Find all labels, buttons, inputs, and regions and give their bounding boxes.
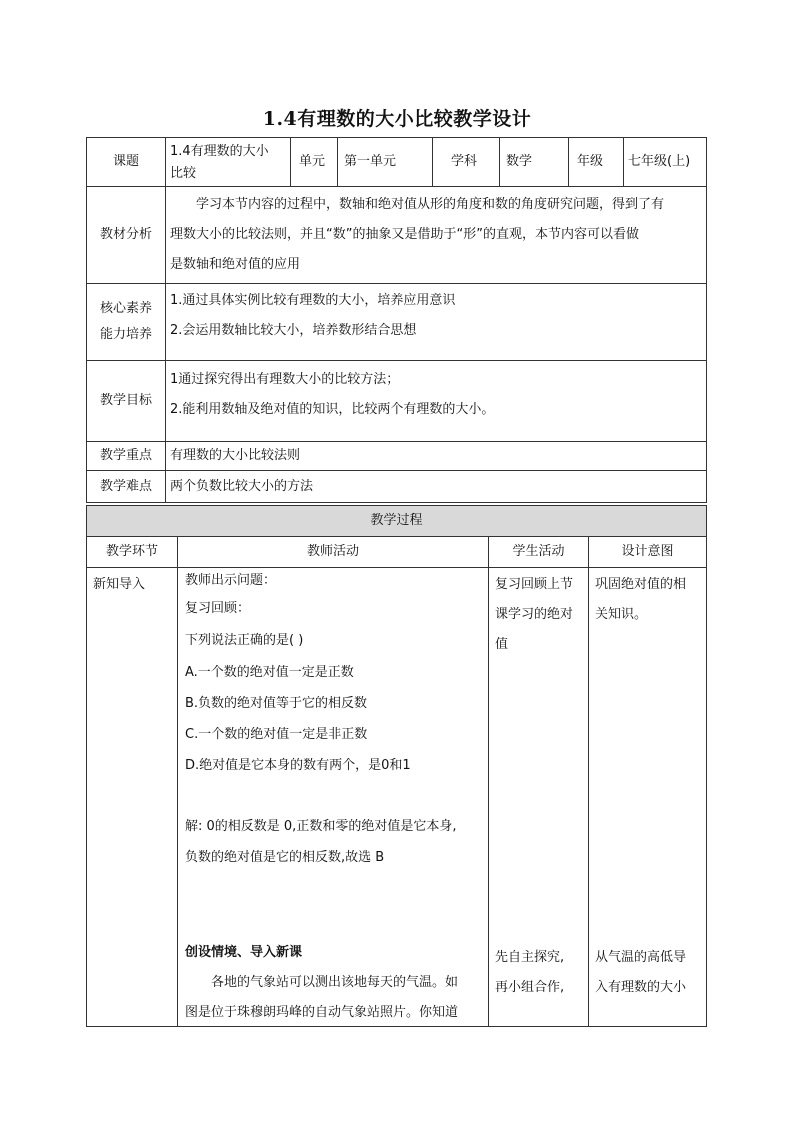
label-nandian: 教学难点 [86, 470, 166, 503]
col-header-stage: 教学环节 [86, 536, 178, 568]
label-hexin: 核心素养 能力培养 [86, 283, 166, 361]
student-text-1: 复习回顾上节 课学习的绝对 值 [495, 577, 574, 652]
jiaocai-content: 学习本节内容的过程中，数轴和绝对值从形的角度和数的角度研究问题，得到了有 理数大小的比较法则，并且“数”的抽象又是借助于“形”的直观，本节内容可以看做 是数轴和绝对值的应用 [165, 186, 707, 284]
danyuan-value: 第一单元 [337, 137, 433, 187]
teacher-heading: 创设情境、导入新课 [185, 945, 303, 960]
stage-cell: 新知导入 [86, 567, 178, 1027]
label-mubiao: 教学目标 [86, 360, 166, 442]
nianji-value: 七年级(上) [623, 137, 707, 187]
col-header-teacher: 教师活动 [177, 536, 489, 568]
teacher-text: 教师出示问题： 复习回顾： 下列说法正确的是( ) A.一个数的绝对值一定是正数 B.负数的绝对值等于它的相反数 C.一个数的绝对值一定是非正数 D.绝对值是它本身的数有两个，是0和1 解: 0的相反数是 0,正数和零的绝对值是它本身, 负数的绝对值是它的相反数,故选 B [185, 573, 457, 865]
label-zhongdian: 教学重点 [86, 441, 166, 471]
document-title: 1.4有理数的大小比较教学设计 [262, 108, 532, 130]
intent-text-2: 从气温的高低导 入有理数的大小 [595, 950, 687, 995]
col-header-intent: 设计意图 [588, 536, 707, 568]
nandian-value: 两个负数比较大小的方法 [165, 470, 707, 503]
zhongdian-value: 有理数的大小比较法则 [165, 441, 707, 471]
process-header: 教学过程 [86, 505, 707, 537]
label-jiaocai: 教材分析 [86, 186, 166, 284]
hexin-content: 1.通过具体实例比较有理数的大小，培养应用意识 2.会运用数轴比较大小，培养数形结合思想 [165, 283, 707, 361]
mubiao-content: 1通过探究得出有理数大小的比较方法； 2.能利用数轴及绝对值的知识，比较两个有理数的大小。 [165, 360, 707, 442]
keti-value: 1.4有理数的大小 比较 [165, 137, 291, 187]
teacher-paragraph: 各地的气象站可以测出该地每天的气温。如 图是位于珠穆朗玛峰的自动气象站照片。你知道 [185, 975, 459, 1020]
label-xueke: 学科 [432, 137, 500, 187]
xueke-value: 数学 [499, 137, 569, 187]
label-nianji: 年级 [568, 137, 624, 187]
label-danyuan: 单元 [290, 137, 338, 187]
col-header-student: 学生活动 [488, 536, 589, 568]
label-keti: 课题 [86, 137, 166, 187]
intent-text-1: 巩固绝对值的相 关知识。 [595, 577, 687, 622]
student-text-2: 先自主探究, 再小组合作, [495, 950, 565, 995]
